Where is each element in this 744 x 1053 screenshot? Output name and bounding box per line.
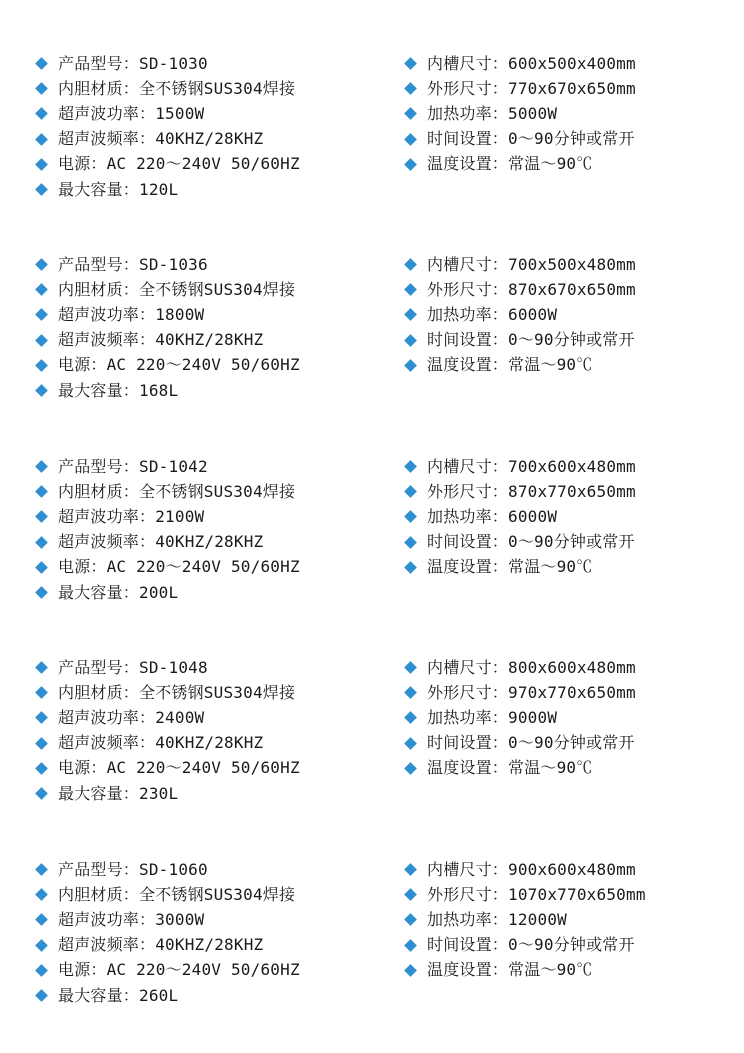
diamond-bullet-icon — [35, 283, 48, 296]
spec-text: 产品型号：SD-1036 — [58, 254, 208, 274]
diamond-bullet-icon — [35, 914, 48, 927]
spec-text: 时间设置：0～90分钟或常开 — [427, 129, 635, 149]
diamond-bullet-icon — [35, 561, 48, 574]
spec-item — [34, 907, 300, 932]
spec-text: 加热功率：5000W — [427, 103, 558, 123]
spec-column-right — [403, 51, 636, 177]
diamond-bullet-icon — [404, 661, 417, 674]
spec-item — [34, 101, 300, 126]
spec-item — [34, 580, 300, 605]
spec-item — [403, 101, 636, 126]
spec-item — [34, 933, 300, 958]
diamond-bullet-icon — [35, 787, 48, 800]
spec-item — [403, 933, 646, 958]
spec-text: 外形尺寸：870x770x650mm — [427, 481, 636, 501]
spec-text: 外形尺寸：870x670x650mm — [427, 279, 636, 299]
spec-item — [403, 705, 636, 730]
spec-text: 外形尺寸：1070x770x650mm — [427, 884, 646, 904]
spec-column-right — [403, 454, 636, 580]
spec-column-right — [403, 252, 636, 378]
diamond-bullet-icon — [35, 586, 48, 599]
spec-text: 超声波频率：40KHZ/28KHZ — [58, 733, 264, 753]
diamond-bullet-icon — [404, 108, 417, 121]
diamond-bullet-icon — [404, 737, 417, 750]
spec-item — [403, 756, 636, 781]
diamond-bullet-icon — [404, 283, 417, 296]
diamond-bullet-icon — [404, 258, 417, 271]
diamond-bullet-icon — [35, 108, 48, 121]
diamond-bullet-icon — [35, 888, 48, 901]
spec-item — [34, 252, 300, 277]
diamond-bullet-icon — [404, 561, 417, 574]
diamond-bullet-icon — [404, 511, 417, 524]
diamond-bullet-icon — [35, 712, 48, 725]
spec-item — [403, 277, 636, 302]
spec-text: 内槽尺寸：700x500x480mm — [427, 254, 636, 274]
spec-item — [34, 655, 300, 680]
diamond-bullet-icon — [404, 686, 417, 699]
spec-text: 电源：AC 220～240V 50/60HZ — [58, 758, 300, 778]
spec-text: 内槽尺寸：900x600x480mm — [427, 859, 636, 879]
spec-item — [34, 76, 300, 101]
diamond-bullet-icon — [35, 686, 48, 699]
spec-item — [34, 857, 300, 882]
spec-column-left — [34, 454, 300, 605]
spec-text: 内胆材质：全不锈钢SUS304焊接 — [58, 682, 296, 702]
spec-item — [34, 781, 300, 806]
spec-item — [34, 983, 300, 1008]
diamond-bullet-icon — [35, 485, 48, 498]
diamond-bullet-icon — [35, 82, 48, 95]
diamond-bullet-icon — [35, 863, 48, 876]
spec-item — [34, 555, 300, 580]
spec-item — [403, 680, 636, 705]
spec-item — [403, 51, 636, 76]
spec-item — [34, 756, 300, 781]
spec-text: 超声波功率：1800W — [58, 304, 205, 324]
diamond-bullet-icon — [35, 258, 48, 271]
spec-text: 温度设置：常温～90℃ — [427, 960, 593, 980]
spec-text: 产品型号：SD-1060 — [58, 859, 208, 879]
spec-text: 温度设置：常温～90℃ — [427, 154, 593, 174]
spec-text: 产品型号：SD-1042 — [58, 456, 208, 476]
spec-text: 电源：AC 220～240V 50/60HZ — [58, 960, 300, 980]
diamond-bullet-icon — [404, 57, 417, 70]
diamond-bullet-icon — [35, 536, 48, 549]
spec-text: 外形尺寸：770x670x650mm — [427, 78, 636, 98]
spec-text: 时间设置：0～90分钟或常开 — [427, 935, 635, 955]
spec-text: 外形尺寸：970x770x650mm — [427, 682, 636, 702]
diamond-bullet-icon — [404, 359, 417, 372]
diamond-bullet-icon — [404, 334, 417, 347]
spec-text: 加热功率：6000W — [427, 304, 558, 324]
spec-item — [403, 454, 636, 479]
diamond-bullet-icon — [35, 309, 48, 322]
diamond-bullet-icon — [35, 762, 48, 775]
diamond-bullet-icon — [404, 536, 417, 549]
diamond-bullet-icon — [404, 309, 417, 322]
spec-item — [34, 958, 300, 983]
spec-item — [403, 504, 636, 529]
spec-item — [34, 353, 300, 378]
spec-item — [403, 353, 636, 378]
diamond-bullet-icon — [404, 712, 417, 725]
spec-item — [34, 680, 300, 705]
diamond-bullet-icon — [35, 334, 48, 347]
spec-column-left — [34, 655, 300, 806]
spec-item — [34, 51, 300, 76]
spec-item — [34, 882, 300, 907]
spec-item — [403, 127, 636, 152]
spec-item — [34, 127, 300, 152]
diamond-bullet-icon — [35, 158, 48, 171]
spec-item — [34, 152, 300, 177]
spec-text: 超声波频率：40KHZ/28KHZ — [58, 532, 264, 552]
spec-text: 最大容量：260L — [58, 985, 179, 1005]
diamond-bullet-icon — [35, 989, 48, 1002]
spec-item — [403, 302, 636, 327]
diamond-bullet-icon — [404, 762, 417, 775]
spec-item — [34, 177, 300, 202]
spec-item — [34, 454, 300, 479]
spec-text: 内胆材质：全不锈钢SUS304焊接 — [58, 279, 296, 299]
diamond-bullet-icon — [404, 82, 417, 95]
spec-text: 内槽尺寸：800x600x480mm — [427, 657, 636, 677]
spec-item — [34, 530, 300, 555]
spec-item — [403, 328, 636, 353]
spec-text: 超声波功率：2100W — [58, 506, 205, 526]
spec-item — [403, 731, 636, 756]
spec-text: 温度设置：常温～90℃ — [427, 355, 593, 375]
diamond-bullet-icon — [404, 888, 417, 901]
spec-column-right — [403, 857, 646, 983]
spec-text: 超声波频率：40KHZ/28KHZ — [58, 935, 264, 955]
diamond-bullet-icon — [35, 183, 48, 196]
spec-text: 内槽尺寸：700x600x480mm — [427, 456, 636, 476]
spec-item — [403, 152, 636, 177]
spec-item — [403, 857, 646, 882]
spec-column-left — [34, 857, 300, 1008]
diamond-bullet-icon — [404, 914, 417, 927]
diamond-bullet-icon — [404, 863, 417, 876]
spec-item — [34, 328, 300, 353]
spec-text: 温度设置：常温～90℃ — [427, 758, 593, 778]
diamond-bullet-icon — [404, 485, 417, 498]
spec-text: 最大容量：230L — [58, 783, 179, 803]
spec-text: 产品型号：SD-1048 — [58, 657, 208, 677]
spec-text: 加热功率：9000W — [427, 707, 558, 727]
spec-item — [34, 731, 300, 756]
spec-text: 加热功率：6000W — [427, 506, 558, 526]
spec-item — [403, 555, 636, 580]
diamond-bullet-icon — [35, 939, 48, 952]
spec-item — [403, 530, 636, 555]
spec-column-left — [34, 51, 300, 202]
spec-text: 内胆材质：全不锈钢SUS304焊接 — [58, 481, 296, 501]
diamond-bullet-icon — [35, 460, 48, 473]
spec-text: 最大容量：120L — [58, 179, 179, 199]
spec-item — [403, 655, 636, 680]
spec-text: 加热功率：12000W — [427, 909, 567, 929]
spec-column-right — [403, 655, 636, 781]
diamond-bullet-icon — [35, 511, 48, 524]
spec-item — [403, 76, 636, 101]
spec-column-left — [34, 252, 300, 403]
spec-item — [403, 479, 636, 504]
spec-text: 产品型号：SD-1030 — [58, 53, 208, 73]
diamond-bullet-icon — [35, 359, 48, 372]
spec-item — [403, 252, 636, 277]
diamond-bullet-icon — [404, 158, 417, 171]
spec-text: 超声波功率：3000W — [58, 909, 205, 929]
spec-item — [34, 705, 300, 730]
diamond-bullet-icon — [404, 964, 417, 977]
diamond-bullet-icon — [35, 133, 48, 146]
diamond-bullet-icon — [35, 384, 48, 397]
spec-item — [34, 504, 300, 529]
spec-text: 内槽尺寸：600x500x400mm — [427, 53, 636, 73]
spec-text: 电源：AC 220～240V 50/60HZ — [58, 355, 300, 375]
spec-item — [403, 882, 646, 907]
diamond-bullet-icon — [404, 133, 417, 146]
diamond-bullet-icon — [35, 964, 48, 977]
diamond-bullet-icon — [404, 460, 417, 473]
spec-item — [403, 907, 646, 932]
spec-text: 超声波功率：1500W — [58, 103, 205, 123]
spec-text: 超声波频率：40KHZ/28KHZ — [58, 129, 264, 149]
spec-text: 电源：AC 220～240V 50/60HZ — [58, 154, 300, 174]
spec-text: 电源：AC 220～240V 50/60HZ — [58, 557, 300, 577]
diamond-bullet-icon — [35, 737, 48, 750]
spec-text: 最大容量：200L — [58, 582, 179, 602]
spec-text: 内胆材质：全不锈钢SUS304焊接 — [58, 78, 296, 98]
spec-item — [34, 378, 300, 403]
spec-text: 时间设置：0～90分钟或常开 — [427, 330, 635, 350]
spec-text: 超声波频率：40KHZ/28KHZ — [58, 330, 264, 350]
diamond-bullet-icon — [404, 939, 417, 952]
spec-item — [403, 958, 646, 983]
spec-text: 超声波功率：2400W — [58, 707, 205, 727]
spec-text: 时间设置：0～90分钟或常开 — [427, 733, 635, 753]
spec-text: 温度设置：常温～90℃ — [427, 557, 593, 577]
spec-item — [34, 302, 300, 327]
spec-item — [34, 479, 300, 504]
diamond-bullet-icon — [35, 661, 48, 674]
diamond-bullet-icon — [35, 57, 48, 70]
spec-text: 时间设置：0～90分钟或常开 — [427, 532, 635, 552]
spec-text: 最大容量：168L — [58, 380, 179, 400]
spec-text: 内胆材质：全不锈钢SUS304焊接 — [58, 884, 296, 904]
spec-item — [34, 277, 300, 302]
